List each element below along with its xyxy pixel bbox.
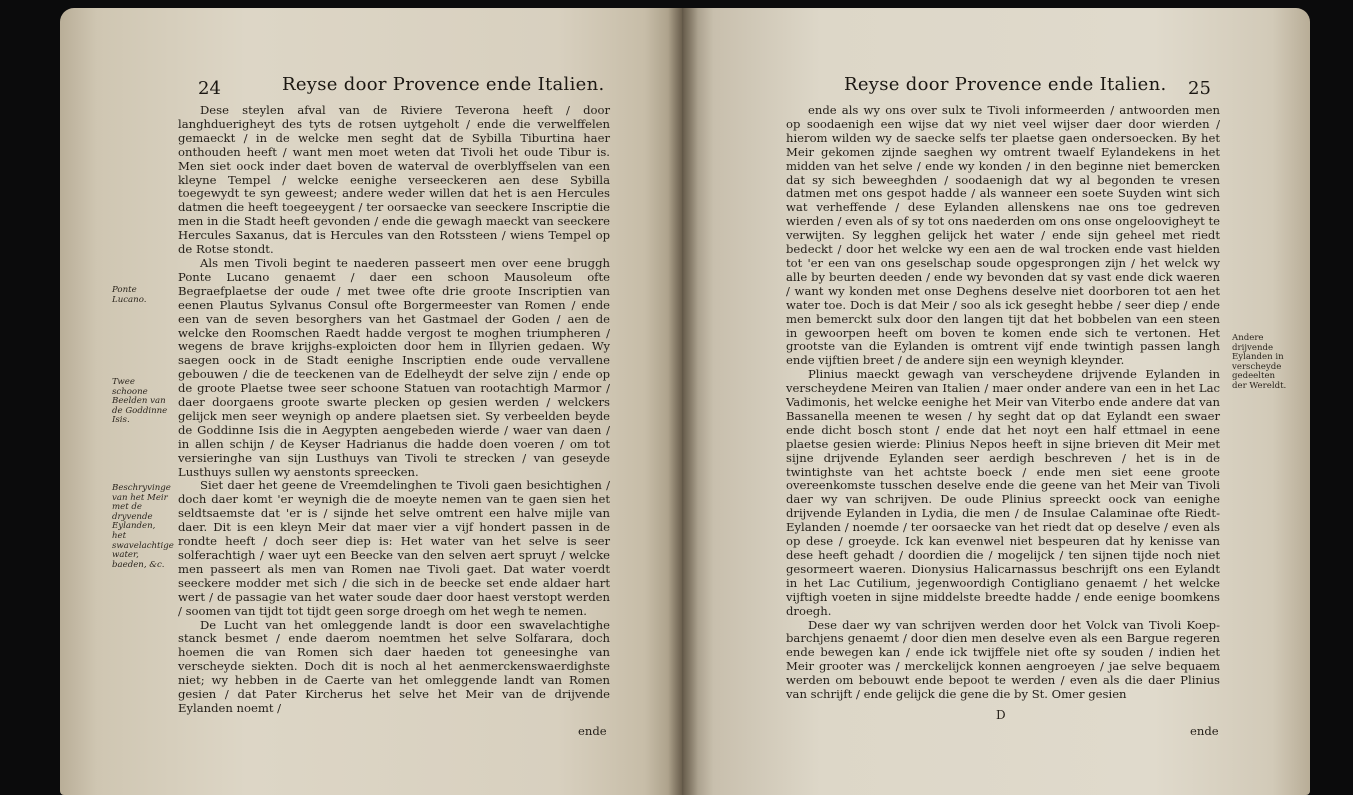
margin-note: Ponte Lucano. [112, 285, 147, 305]
running-title-right: Reyse door Provence ende Italien. [844, 74, 1167, 95]
paragraph: Siet daer het geene de Vreemdelinghen te Tivoli gaen besichtighen / doch daer komt 'er weynigh die de moeyte nemen van te gaen sien het seldtsaemste dat 'er is / sijnde het selve omtrent een halve mijle van daer. Dit is een kleyn Meir dat maer vier a vijf hondert passen in de rondte heeft / doch seer diep is: Het water van het selve is seer solferachtigh / waer uyt een Beecke van den selven aert spruyt / welcke men passeert als men van Romen nae Tivoli gaet. Dat water voerdt seeckere modder met sich / die sich in de beecke set ende aldaer hart wert / de passagie van het water soude daer door haest verstopt werden / soomen van tijdt tot tijdt geen sorge droegh om het wegh te nemen. [178, 478, 610, 618]
margin-note: Andere drijvende Eylanden in verscheyde gedeelten der Wereldt. [1232, 333, 1287, 391]
right-body [786, 104, 1220, 702]
paragraph: De Lucht van het omleggende landt is door een swavelachtighe stanck besmet / ende daerom noemtmen het selve Solfarara, doch hoemen die van Romen sich daer haeden tot geneesinghe van verscheyde siekten. Doch dit is noch al het aenmerckenswaerdighste niet; wy hebben in de Caerte van het omleggende landt van Romen gesien / dat Pater Kircherus het selve het Meir van de drijvende Eylanden noemt / [178, 617, 610, 715]
paragraph: Dese steylen afval van de Riviere Teverona heeft / door langhduerigheyt des tyts de rotsen uytgeholt / ende die verwelffelen gemaeckt / in de welcke men seght dat de Sybilla Tiburtina haer onthouden heeft / want men moet weten dat Tivoli het oude Tibur is. Men siet oock inder daet boven de waterval de overblyffselen van een kleyne Tempel / welcke eenighe verseeckeren aen dese Sybilla toegewydt te syn geweest; andere weder willen dat het is aen Hercules datmen die heeft toegeeygent / ter oorsaecke van seeckere Inscriptie die men in die Stadt heeft gevonden / ende die gewagh maeckt van seeckere Hercules Saxanus, dat is Hercules van den Rotssteen / wiens Tempel op de Rotse stondt. [178, 103, 610, 257]
page-number-right: 25 [1188, 78, 1211, 99]
left-page [60, 8, 682, 795]
right-page [682, 8, 1310, 795]
margin-note: Twee schoone Beelden van de Goddinne Isis. [112, 377, 168, 426]
left-body [178, 104, 610, 716]
paragraph: ende als wy ons over sulx te Tivoli informeerden / antwoorden men op soodaenigh een wijse dat wy niet veel wijser daer door wierden / hierom wilden wy de saecke selfs ter plaetse gaen ondersoecken. By het Meir gekomen zijnde saeghen wy omtrent twaelf Eylandekens in het midden van het selve / ende wy konden / in den beginne niet bemercken dat sy sich beweeghden / soodaenigh dat wy al begonden te vresen datmen met ons gespot hadde / als wanneer een soete Suyden wint sich wat verheffende / dese Eylanden allenskens nae ons toe gedreven wierden / even als of sy tot ons naederden om ons onse ongeloovigheyt te verwijten. Sy legghen gelijck het water / ende sijn geheel met riedt bedeckt / door het welcke wy een aen de wal trocken ende vast hielden tot 'er een van ons geselschap soude opgesprongen zijn / het welck wy alle by beurten deeden / ende wy bevonden dat sy vast ende dick waeren / want wy konden met onse Deghens deselve niet doorboren tot aen het water toe. Doch is dat Meir / soo als ick geseght hebbe / seer diep / ende men bemerckt sulx door den langen tijt dat het bobbelen van een steen in gewoorpen heeft om boven te komen ende sich te vertonen. Het grootste van die Eylanden is omtrent vijf ende twintigh passen langh ende vijftien breet / de andere sijn een weynigh kleynder. [786, 103, 1220, 368]
page-number-left: 24 [198, 78, 221, 99]
book-spread [60, 8, 1310, 795]
running-title-left: Reyse door Provence ende Italien. [282, 74, 605, 95]
paragraph: Als men Tivoli begint te naederen passeert men over eene bruggh Ponte Lucano genaemt / daer een schoon Mausoleum ofte Begraefplaetse der oude / met twee ofte drie groote Inscriptien van eenen Plautus Sylvanus Consul ofte Borgermeester van Romen / ende een van de seven besorghers van het Gastmael der Goden / aen de welcke den Roomschen Raedt hadde vergost te moghen triumpheren / wegens de brave krijghs-exploicten door hem in Illyrien gedaen. Wy saegen oock in de Stadt eenighe Inscriptien ende oude vervallene gebouwen / die de teeckenen van de Edelheydt der selve zijn / ende op de groote Plaetse twee seer schoone Statuen van rootachtigh Marmor / daer doorgaens groote swarte plecken op gesien werden / welckers gelijck men seer weynigh op andere plaetsen siet. Sy verbeelden beyde de Goddinne Isis die in Aegypten aengebeden wierde / waer van daen / in allen schijn / de Keyser Hadrianus die hadde doen voeren / om tot versieringhe van sijn Lusthuys van Tivoli te strecken / van geseyde Lusthuys sullen wy aenstonts spreecken. [178, 255, 610, 479]
catchword-left: ende [578, 724, 607, 738]
margin-note: Beschryvinge van het Meir met de dryvende Eylanden, het swavelachtige water, baeden, &c. [112, 483, 174, 570]
paragraph: Plinius maeckt gewagh van verscheydene drijvende Eylanden in verscheydene Meiren van Italien / maer onder andere van een in het Lac Vadimonis, het welcke eenighe het Meir van Viterbo ende andere dat van Bassanella meenen te wesen / hy seght dat op dat Eylandt een swaer ende dicht bosch stont / ende dat het noyt een half ettmael in eene plaetse gesien wierde: Plinius Nepos heeft in sijne brieven dit Meir met sijne drijvende Eylanden seer aerdigh beschreven / het is in de twintighste van het achtste boeck / ende men siet eene groote overeenkomste tusschen deselve ende die geene van het Meir van Tivoli daer wy van schrijven. De oude Plinius spreeckt oock van eenighe drijvende Eylanden in Lydia, die men / de Insulae Calaminae ofte Riedt-Eylanden / noemde / ter oorsaecke van het riedt dat op deselve / even als op dese / groeyde. Ick kan evenwel niet bespeuren dat hy kenisse van dese heeft gehadt / doordien die / mogelijck / ten sijnen tijde noch niet gesormeert waeren. Dionysius Halicarnassus beschrijft ons een Eylandt in het Lac Cutilium, jegenwoordigh Contigliano genaemt / het welcke vijftigh voeten in sijne middelste breedte hadde / ende eenige boomkens droegh. [786, 367, 1220, 618]
catchword-right: ende [1190, 724, 1219, 738]
paragraph: Dese daer wy van schrijven werden door het Volck van Tivoli Koep-barchjens genaemt / door dien men deselve even als een Bargue regeren ende bewegen kan / ende ick twijffele niet ofte sy souden / indien het Meir grooter was / merckelijck konnen aengroeyen / jae selve bequaem werden om bebouwt ende bepoot te werden / even als die daer Plinius van schrijft / ende gelijck die gene die by St. Omer gesien [786, 617, 1220, 702]
signature-mark: D [996, 708, 1006, 722]
